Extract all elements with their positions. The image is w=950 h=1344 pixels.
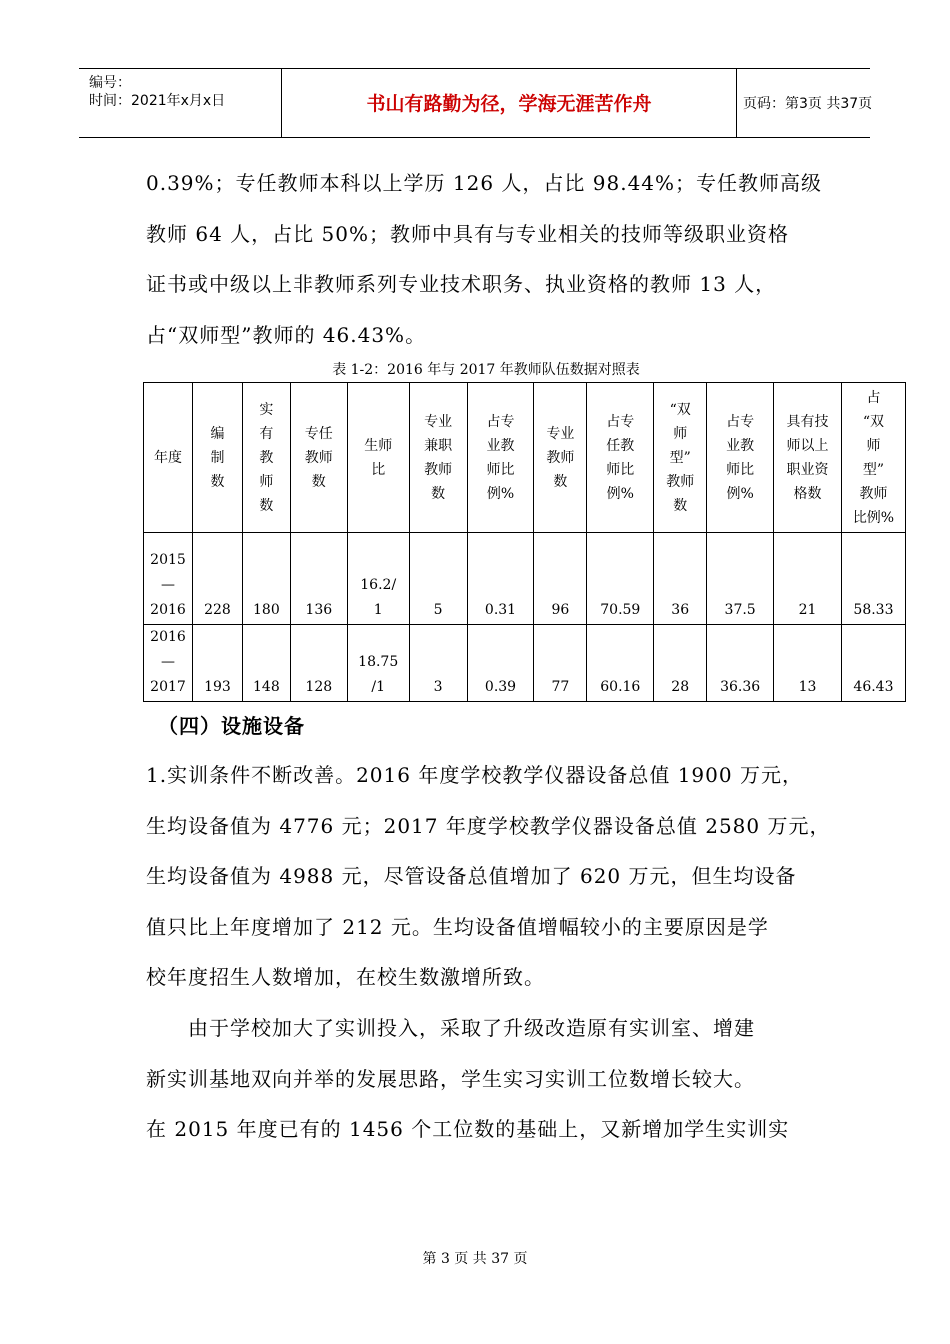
table-cell: 60.16: [587, 625, 654, 702]
intro-paragraph: [146, 158, 826, 360]
table-cell: 36: [654, 533, 707, 625]
header-center-cell: [282, 69, 737, 137]
paragraph-training: [146, 1003, 826, 1155]
table-cell: 18.75 /1: [347, 625, 409, 702]
header-right-cell: [737, 69, 873, 137]
text-line: 校年度招生人数增加，在校生数激增所致。: [146, 965, 545, 989]
table-cell: 0.39: [467, 625, 534, 702]
table-cell: 96: [534, 533, 587, 625]
table-cell: 77: [534, 625, 587, 702]
text-line: 教师 64 人，占比 50%；教师中具有与专业相关的技师等级职业资格: [146, 221, 789, 246]
table-header-cell: 实 有 教 师 数: [242, 383, 290, 533]
table-cell: 58.33: [841, 533, 905, 625]
text-line: 值只比上年度增加了 212 元。生均设备值增幅较小的主要原因是学: [146, 914, 769, 939]
table-cell: 21: [774, 533, 842, 625]
text-line: 0.39%；专任教师本科以上学历 126 人，占比 98.44%；专任教师高级: [146, 171, 823, 195]
table-cell: 16.2/ 1: [347, 533, 409, 625]
header-motto: 书山有路勤为径，学海无涯苦作舟: [366, 93, 652, 115]
table-cell: 28: [654, 625, 707, 702]
table-cell: 136: [290, 533, 347, 625]
section-heading: （四）设施设备: [158, 714, 305, 738]
page-footer: 第 3 页 共 37 页: [422, 1251, 528, 1267]
text-line: 占“双师型”教师的 46.43%。: [146, 322, 427, 347]
serial-label: 编号：: [89, 75, 131, 91]
table-cell: 36.36: [707, 625, 774, 702]
text-line: 新实训基地双向并举的发展思路，学生实习实训工位数增长较大。: [146, 1066, 755, 1091]
table-header-row: [144, 383, 906, 533]
table-cell: 193: [192, 625, 242, 702]
table-header-cell: 年度: [144, 383, 193, 533]
table-cell: 128: [290, 625, 347, 702]
table-header-cell: 编 制 数: [192, 383, 242, 533]
table-header-cell: 专业 教师 数: [534, 383, 587, 533]
teacher-data-table: [143, 382, 906, 702]
table-header-cell: 占专 任教 师比 例%: [587, 383, 654, 533]
date-label: 时间：2021年x月x日: [89, 93, 226, 109]
table-cell: 46.43: [841, 625, 905, 702]
table-cell: 37.5: [707, 533, 774, 625]
table-cell: 13: [774, 625, 842, 702]
table-cell: 228: [192, 533, 242, 625]
page-header: [79, 68, 873, 138]
text-line: 生均设备值为 4988 元，尽管设备总值增加了 620 万元，但生均设备: [146, 864, 797, 888]
header-left-cell: [79, 69, 282, 137]
table-cell: 148: [242, 625, 290, 702]
table-cell: 70.59: [587, 533, 654, 625]
table-cell: 3: [409, 625, 467, 702]
table-header-cell: 占专 业教 师比 例%: [707, 383, 774, 533]
table-caption: 表 1-2：2016 年与 2017 年教师队伍数据对照表: [332, 362, 640, 378]
table-cell: 2015 — 2016: [144, 533, 193, 625]
text-line: 生均设备值为 4776 元；2017 年度学校教学仪器设备总值 2580 万元，: [146, 813, 831, 838]
table-header-cell: “双 师 型” 教师 数: [654, 383, 707, 533]
table-row: [144, 533, 906, 625]
table-header-cell: 具有技 师以上 职业资 格数: [774, 383, 842, 533]
text-line: 在 2015 年度已有的 1456 个工位数的基础上，又新增加学生实训实: [146, 1117, 790, 1141]
table-cell: 2016 — 2017: [144, 625, 193, 702]
paragraph-equipment: [146, 750, 831, 1003]
text-line: 由于学校加大了实训投入，采取了升级改造原有实训室、增建: [188, 1016, 755, 1040]
table-cell: 180: [242, 533, 290, 625]
table-header-cell: 专业 兼职 教师 数: [409, 383, 467, 533]
table-header-cell: 生师 比: [347, 383, 409, 533]
text-line: 1.实训条件不断改善。2016 年度学校教学仪器设备总值 1900 万元，: [146, 763, 803, 787]
text-line: 证书或中级以上非教师系列专业技术职务、执业资格的教师 13 人，: [146, 272, 777, 296]
table-cell: 0.31: [467, 533, 534, 625]
table-header-cell: 占专 业教 师比 例%: [467, 383, 534, 533]
header-page-info: 页码：第3页 共37页: [743, 96, 873, 112]
table-header-cell: 占 “双 师 型” 教师 比例%: [841, 383, 905, 533]
table-row: [144, 625, 906, 702]
table-cell: 5: [409, 533, 467, 625]
table-header-cell: 专任 教师 数: [290, 383, 347, 533]
